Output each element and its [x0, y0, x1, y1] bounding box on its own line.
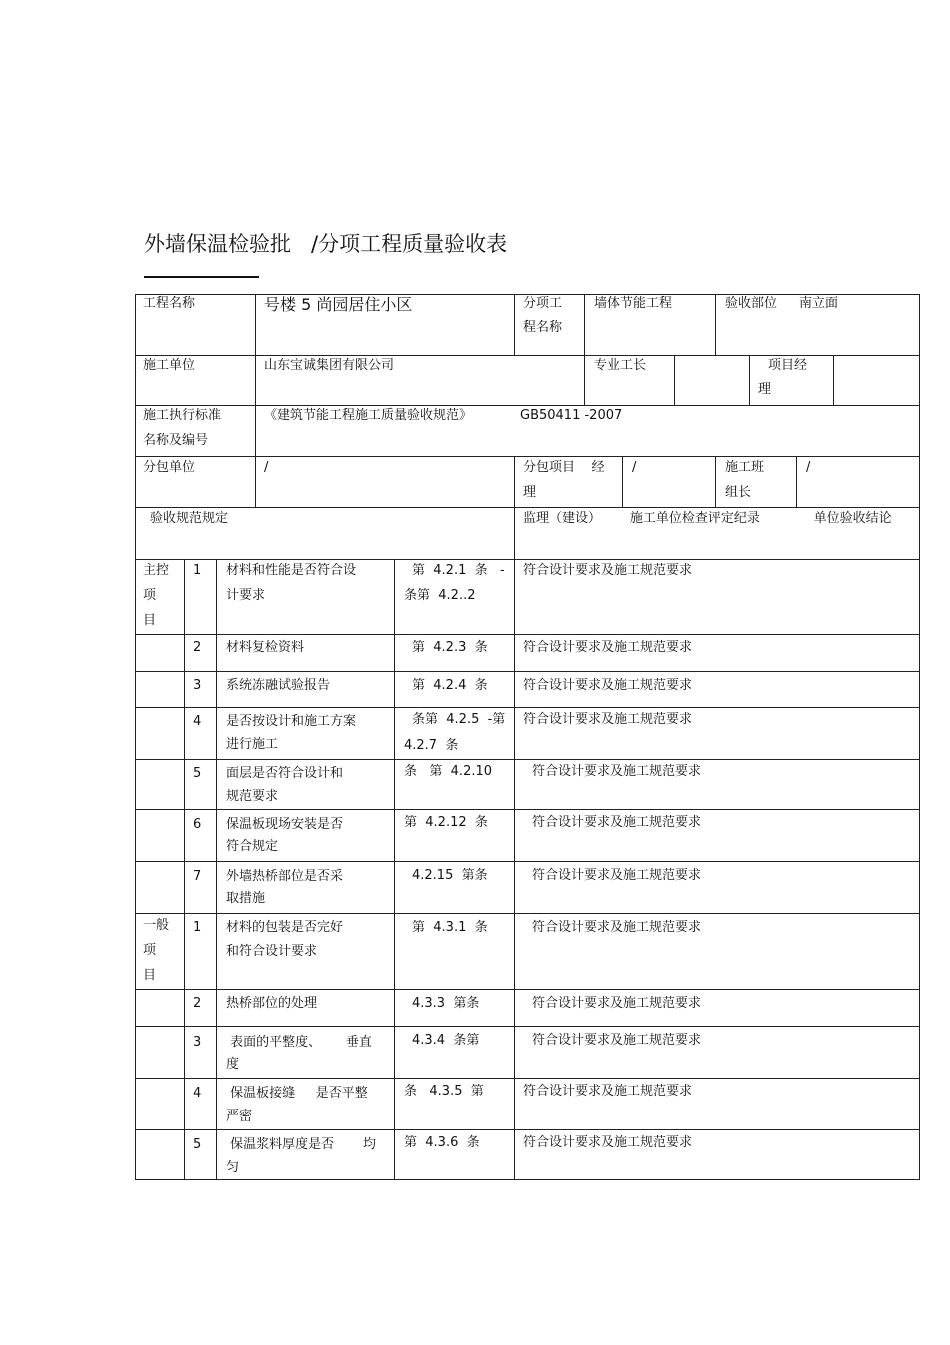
table-rule [184, 559, 185, 1180]
row-item: 计要求 [226, 588, 266, 603]
row-item: 材料的包装是否完好 [226, 920, 344, 935]
row-number: 4 [193, 1086, 202, 1101]
row-item: 进行施工 [226, 737, 279, 752]
row-number: 1 [193, 920, 202, 935]
table-rule [584, 294, 585, 355]
standard-label-2: 名称及编号 [143, 433, 209, 448]
table-rule [255, 456, 256, 507]
table-rule [135, 913, 920, 914]
table-rule [796, 456, 797, 507]
row-item: 和符合设计要求 [226, 944, 318, 959]
row-number: 3 [193, 1035, 202, 1050]
row-result: 符合设计要求及施工规范要求 [523, 563, 693, 578]
row-clause: 第 4.2.1 条 - [412, 563, 505, 578]
row-clause: 第 4.2.3 条 [412, 640, 488, 655]
spec-header: 验收规范规定 [150, 511, 229, 526]
project-manager-label-2: 理 [758, 382, 772, 397]
table-rule [135, 671, 920, 672]
table-rule [584, 355, 585, 405]
row-clause: 条第 4.2.5 -第 [412, 712, 506, 727]
table-rule [135, 861, 920, 862]
table-rule [622, 456, 623, 507]
row-item: 规范要求 [226, 789, 279, 804]
row-item: 是否按设计和施工方案 [226, 714, 357, 729]
row-clause: 4.2.15 第条 [412, 868, 488, 883]
table-rule [514, 559, 515, 1180]
general-label-3: 目 [143, 968, 157, 983]
subcontract-pm-value: / [632, 460, 637, 475]
row-number: 6 [193, 817, 202, 832]
record-header: 监理（建设） 施工单位检查评定纪录 单位验收结论 [523, 511, 892, 526]
row-item: 取措施 [226, 891, 266, 906]
general-label-2: 项 [143, 943, 157, 958]
standard-code: GB50411 -2007 [520, 408, 623, 423]
row-result: 符合设计要求及施工规范要求 [532, 1033, 702, 1048]
row-item: 保温浆料厚度是否 均 [226, 1137, 377, 1152]
row-number: 7 [193, 869, 202, 884]
row-item: 符合规定 [226, 839, 279, 854]
row-item: 匀 [226, 1160, 240, 1175]
main-control-label-2: 项 [143, 588, 157, 603]
table-rule [135, 1026, 920, 1027]
table-rule [135, 989, 920, 990]
row-number: 2 [193, 996, 202, 1011]
row-clause: 条第 4.2..2 [404, 588, 476, 603]
team-leader-label-2: 组长 [725, 485, 752, 500]
row-number: 2 [193, 640, 202, 655]
subcontract-pm-label-1: 分包项目 经 [523, 460, 605, 475]
row-result: 符合设计要求及施工规范要求 [523, 1084, 693, 1099]
row-result: 符合设计要求及施工规范要求 [532, 996, 702, 1011]
table-rule [833, 355, 834, 405]
team-leader-value: / [806, 460, 811, 475]
row-number: 5 [193, 1137, 202, 1152]
row-clause: 4.2.7 条 [404, 738, 459, 753]
foreman-label: 专业工长 [594, 358, 647, 373]
row-clause: 第 4.2.4 条 [412, 678, 488, 693]
row-number: 5 [193, 766, 202, 781]
table-rule [135, 1078, 920, 1079]
table-rule [135, 809, 920, 810]
team-leader-label-1: 施工班 [725, 460, 765, 475]
row-number: 1 [193, 563, 202, 578]
subcontract-pm-label-2: 理 [523, 485, 537, 500]
row-result: 符合设计要求及施工规范要求 [532, 764, 702, 779]
row-item: 表面的平整度、 垂直 [226, 1035, 372, 1050]
subitem-name-label-1: 分项工 [523, 296, 563, 311]
row-clause: 第 4.3.1 条 [412, 920, 488, 935]
row-result: 符合设计要求及施工规范要求 [532, 920, 702, 935]
table-rule [749, 355, 750, 405]
table-rule [255, 294, 256, 456]
standard-label-1: 施工执行标准 [143, 408, 222, 423]
row-clause: 第 4.3.6 条 [404, 1135, 480, 1150]
main-control-label-3: 目 [143, 613, 157, 628]
row-clause: 4.3.4 条第 [412, 1033, 480, 1048]
table-rule [514, 507, 515, 559]
general-label-1: 一般 [143, 918, 170, 933]
table-rule [514, 456, 515, 507]
acceptance-part-value: 南立面 [799, 296, 839, 311]
title-underline [144, 276, 259, 278]
row-item: 外墙热桥部位是否采 [226, 869, 344, 884]
row-item: 度 [226, 1057, 240, 1072]
row-result: 符合设计要求及施工规范要求 [523, 1135, 693, 1150]
project-name-label: 工程名称 [143, 296, 196, 311]
main-control-label-1: 主控 [143, 563, 170, 578]
construction-unit-label: 施工单位 [143, 358, 196, 373]
subcontract-unit-value: / [264, 460, 269, 475]
table-rule [216, 559, 217, 1180]
table-rule [514, 294, 515, 355]
row-clause: 第 4.2.12 条 [404, 815, 488, 830]
project-manager-label-1: 项目经 [768, 358, 808, 373]
row-item: 材料复检资料 [226, 640, 305, 655]
row-result: 符合设计要求及施工规范要求 [523, 640, 693, 655]
row-item: 材料和性能是否符合设 [226, 563, 357, 578]
row-number: 3 [193, 678, 202, 693]
standard-name: 《建筑节能工程施工质量验收规范》 [264, 408, 473, 423]
row-result: 符合设计要求及施工规范要求 [523, 678, 693, 693]
row-item: 严密 [226, 1109, 253, 1124]
acceptance-part-label: 验收部位 [725, 296, 778, 311]
row-item: 面层是否符合设计和 [226, 766, 344, 781]
row-clause: 条 第 4.2.10 [404, 764, 493, 779]
subitem-name-label-2: 程名称 [523, 320, 563, 335]
table-rule [135, 759, 920, 760]
row-result: 符合设计要求及施工规范要求 [523, 712, 693, 727]
row-result: 符合设计要求及施工规范要求 [532, 815, 702, 830]
row-clause: 4.3.3 第条 [412, 996, 480, 1011]
table-rule [135, 1129, 920, 1130]
subcontract-unit-label: 分包单位 [143, 460, 196, 475]
table-rule [135, 634, 920, 635]
table-rule [715, 294, 716, 355]
row-item: 保温板现场安装是否 [226, 817, 344, 832]
row-item: 系统冻融试验报告 [226, 678, 331, 693]
row-number: 4 [193, 714, 202, 729]
table-rule [715, 456, 716, 507]
row-item: 保温板接缝 是否平整 [226, 1086, 368, 1101]
project-name-value: 号楼 5 尚园居住小区 [264, 295, 413, 314]
page-title: 外墙保温检验批 /分项工程质量验收表 [144, 232, 508, 256]
table-rule [674, 355, 675, 405]
row-item: 热桥部位的处理 [226, 996, 318, 1011]
subitem-name-value: 墙体节能工程 [594, 296, 673, 311]
construction-unit-value: 山东宝诚集团有限公司 [264, 358, 395, 373]
row-clause: 条 4.3.5 第 [404, 1084, 484, 1099]
row-result: 符合设计要求及施工规范要求 [532, 868, 702, 883]
table-rule [394, 559, 395, 1180]
